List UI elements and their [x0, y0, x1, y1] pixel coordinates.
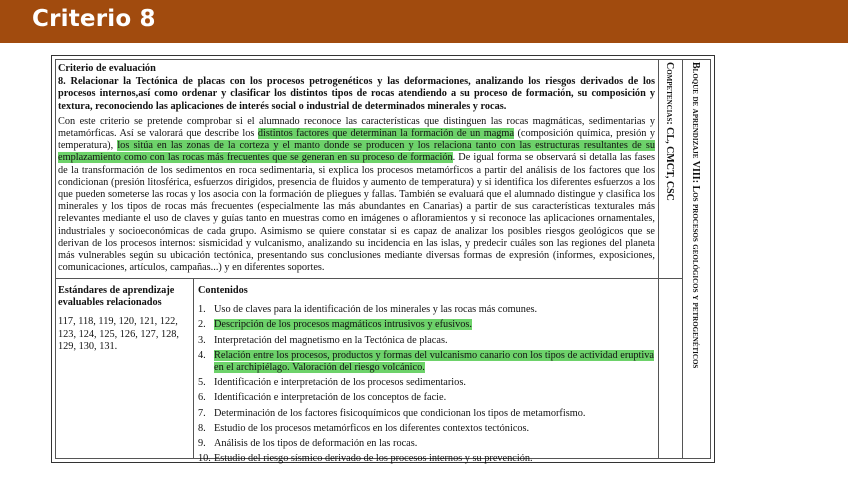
contenidos-heading: Contenidos — [198, 285, 248, 296]
list-item — [198, 335, 654, 347]
list-item-number: 4. — [198, 349, 206, 361]
list-item-text-highlighted: Descripción de los procesos magmáticos intrusivos y efusivos. — [214, 319, 472, 331]
criterio-cell — [55, 59, 659, 279]
list-item — [198, 377, 654, 389]
estandares-cell — [55, 279, 194, 459]
list-item-number: 9. — [198, 438, 206, 450]
estandares-heading: Estándares de aprendizaje evaluables relacionados — [58, 285, 175, 309]
competencias-label-text: Competencias — [664, 62, 675, 122]
bloque-label-text: Bloque de aprendizaje VIII — [690, 62, 701, 180]
bloque-title: : Los procesos geológicos y petrogenéticos — [690, 179, 701, 369]
list-item-number: 6. — [198, 392, 206, 404]
list-item-number: 3. — [198, 334, 206, 346]
bloque-label — [690, 62, 701, 368]
competencias-cell-lower — [659, 279, 683, 459]
list-item — [198, 423, 654, 435]
criterio-body-highlight-1: distintos factores que determinan la formación de un magma — [257, 128, 515, 140]
header-bar — [0, 0, 848, 43]
list-item — [198, 350, 654, 374]
criterio-body-highlight-2: los sitúa en las zonas de la corteza y el manto donde se producen y los relaciona tanto con las estructuras resultantes de su emplazamiento como con las rocas más frecuentes que se generan en su proceso de formación — [58, 140, 655, 164]
list-item-number: 8. — [198, 422, 206, 434]
list-item-number: 10. — [198, 453, 211, 465]
list-item — [198, 392, 654, 404]
list-item — [198, 408, 654, 420]
criterio-body-part-3: . De igual forma se observará si detalla las fases de la transformación de los sedimentos en roca sedimentaria, si explica los procesos metamórficos a partir del análisis de los factores que los condicionan (presión litosférica, esfuerzos dirigidos, presencia de fluidos y aumento de temperatura) y si identifica los diferentes esfuerzos a los que pueden someterse las rocas y los asocia con la formación de pliegues y fallas. También se evaluará que el alumnado distingue y clasifica los minerales y los tipos de rocas más frecuentes (especialmente las más abundantes en Canarias) a partir de sus características texturales más relevantes mediante el uso de claves y guías tanto en muestras como en imágenes o afloramientos y si reconoce las aplicaciones ornamentales, industriales y socioeconómicas de cada grupo. Asimismo se quiere constatar si es capaz de analizar los posibles riesgos geológicos que se derivan de los procesos internos: sismicidad y vulcanismo, analizando su incidencia en las islas, y predecir cuáles son las regiones del planeta más vulnerables según su ubicación tectónica, presentando sus conclusiones mediante diversas formas de expresión (informes, exposiciones, comunicaciones, artículos, campañas...) y en diferentes soportes. — [58, 152, 655, 274]
criterio-body-part-2: (composición química, presión y temperatura), — [58, 128, 655, 152]
estandares-values: 117, 118, 119, 120, 121, 122, 123, 124, 125, 126, 127, 128, 129, 130, 131. — [58, 316, 179, 352]
list-item-text: Identificación e interpretación de los conceptos de facie. — [214, 392, 447, 404]
list-item — [198, 453, 654, 465]
list-item-text: Análisis de los tipos de deformación en las rocas. — [214, 438, 418, 450]
list-item-text: Uso de claves para la identificación de los minerales y las rocas más comunes. — [214, 304, 538, 316]
criterio-title: 8. Relacionar la Tectónica de placas con los procesos petrogenéticos y las deformaciones, analizando los riesgos derivados de los procesos internos,así como ordenar y clasificar los distintos tipos de rocas atendiendo a su proceso de formación, su composición y textura, reconociendo las aplicaciones de interés social o industrial de determinados minerales y rocas. — [58, 76, 655, 112]
list-item-text: Identificación e interpretación de los procesos sedimentarios. — [214, 377, 466, 389]
list-item — [198, 304, 654, 316]
list-item-number: 2. — [198, 319, 206, 331]
contenidos-cell — [194, 279, 659, 465]
list-item-number: 1. — [198, 304, 206, 316]
slide-title: Criterio 8 — [32, 6, 156, 32]
contenidos-list — [198, 304, 654, 465]
list-item-number: 7. — [198, 407, 206, 419]
list-item-text: Estudio del riesgo sísmico derivado de los procesos internos y su prevención. — [214, 453, 533, 465]
list-item-text: Interpretación del magnetismo en la Tectónica de placas. — [214, 334, 448, 346]
list-item-number: 5. — [198, 377, 206, 389]
list-item — [198, 319, 654, 331]
list-item — [198, 438, 654, 450]
criterio-heading: Criterio de evaluación — [58, 63, 156, 74]
criterio-body-part-1: Con este criterio se pretende comprobar si el alumnado reconoce las características que distinguen las rocas magmáticas, sedimentarias y metamórficas. Así se valorará que describe los — [58, 115, 655, 140]
competencias-label — [664, 62, 675, 201]
list-item-text: Determinación de los factores fisicoquímicos que condicionan los tipos de metamorfismo. — [214, 407, 586, 419]
criterio-body — [58, 116, 655, 275]
list-item-text: Estudio de los procesos metamórficos en los diferentes contextos tectónicos. — [214, 422, 530, 434]
competencias-values: : CL, CMCT, CSC — [664, 121, 675, 201]
list-item-text-highlighted: Relación entre los procesos, productos y formas del vulcanismo canario con los tipos de actividad eruptiva en el archipiélago. Valoración del riesgo volcánico. — [214, 349, 654, 374]
